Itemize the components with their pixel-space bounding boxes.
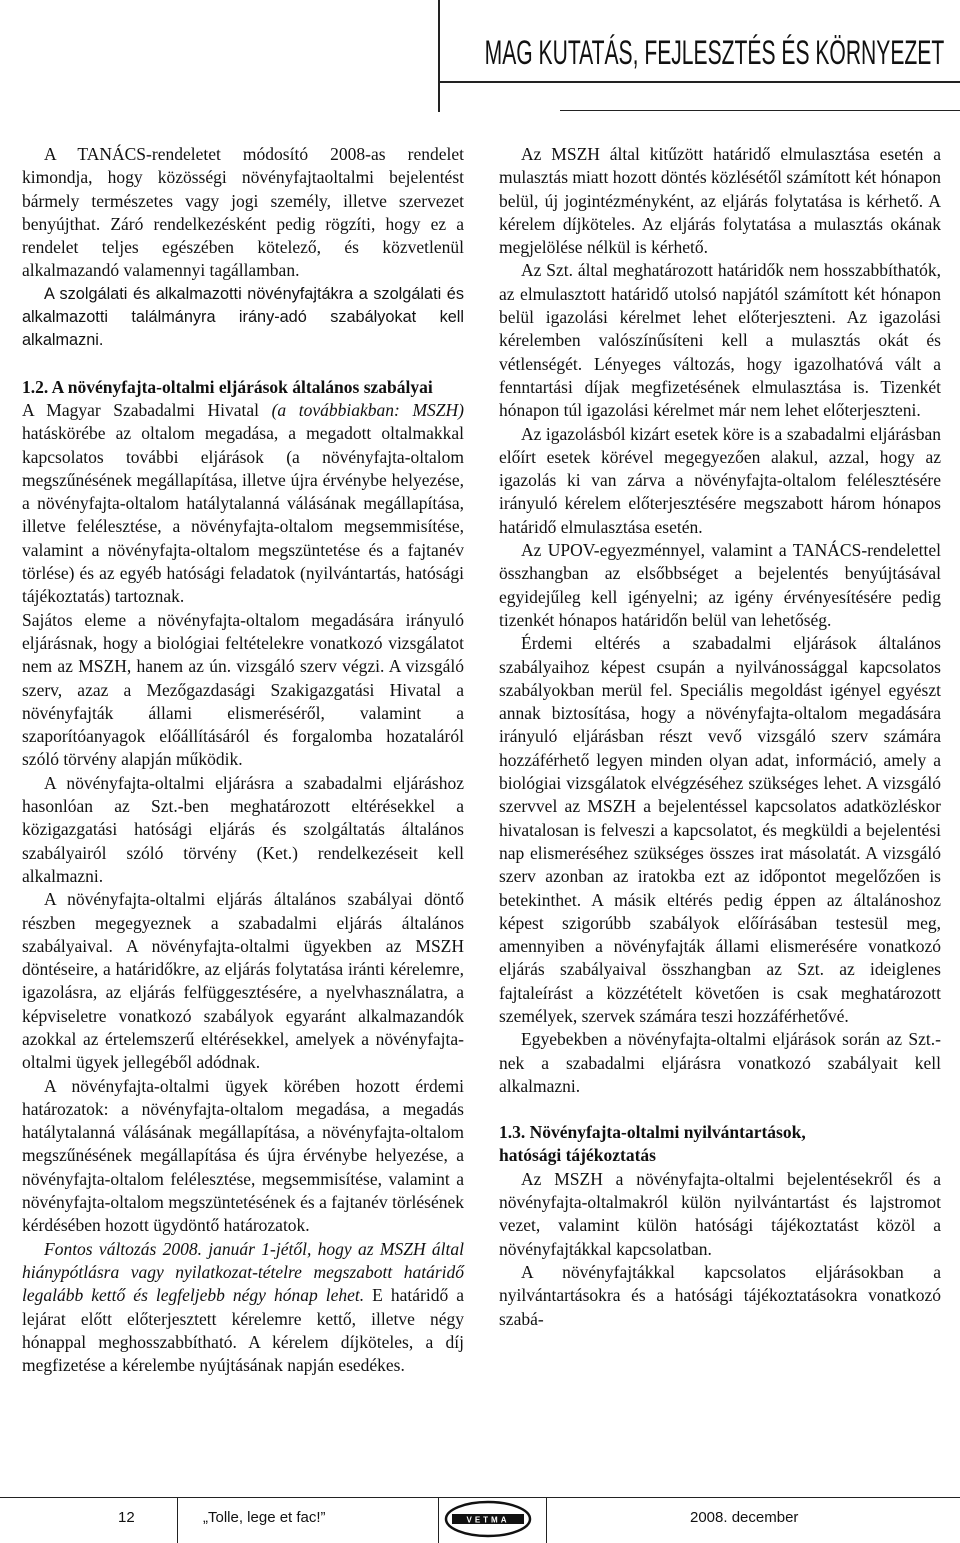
footer-motto: „Tolle, lege et fac!”	[203, 1509, 326, 1526]
left-paragraph-1: A TANÁCS-rendeletet módosító 2008-as rendelet kimondja, hogy közösségi növényfajtaoltalmi bejelentést bármely természetes vagy jogi személy, illetve szervezet benyújthat. Záró rendelkezésként pedig rögzíti, hogy ez a rendelet teljes egészében kötelező, és közvetlenül alkalmazandó valamennyi tagállamban.	[22, 144, 464, 281]
section-heading-1-2: 1.2. A növényfajta-oltalmi eljárások általános szabályai	[22, 376, 433, 397]
header-vertical-rule	[438, 0, 440, 112]
left-p3-a: A Magyar Szabadalmi Hivatal	[22, 399, 260, 420]
left-paragraph-6: A növényfajta-oltalmi eljárás általános szabályai döntő részben megegyeznek a szabadalmi eljárás általános szabályaival. A növényfajta-oltalmi ügyekben az MSZH döntéseire, a határidőkre, az eljárás folytatása iránti kérelemre, igazolásra, az eljárás felfüggesztésére, a nyelvhasználatra, a képviseletre vonatkozó szabályok egyaránt alkalmazandók azokkal az értelemszerű eltérésekkel, amelyek a növényfajta-oltalmi ügyek jellegéből adódnak.	[22, 889, 464, 1073]
left-paragraph-2: A szolgálati és alkalmazotti növényfajtákra a szolgálati és alkalmazotti találmányra irány-adó szabályokat kell alkalmazni.	[22, 284, 464, 350]
footer-divider-2	[438, 1497, 439, 1543]
header-rule-lower	[560, 110, 960, 111]
footer-rule	[0, 1497, 960, 1498]
right-column	[499, 143, 941, 1331]
section-heading-1-3	[499, 1121, 941, 1168]
vetma-logo	[444, 1500, 532, 1538]
section-heading-1-3-line2: hatósági tájékoztatás	[499, 1145, 656, 1166]
left-section-paragraph	[22, 376, 464, 609]
right-paragraph-5: Érdemi eltérés a szabadalmi eljárások általános szabályaihoz képest csupán a nyilvánossággal kapcsolatos szabályokban merül fel. Speciális megoldást igényel egyészt annak biztosítása, hogy a növényfajta-oltalom megadására irányuló eljárásban részt vevő vizsgáló szerv számára hozzáférhető legyen minden olyan adat, információ, amely a biológiai vizsgálatok elvégzéséhez szükséges lehet. A vizsgáló szervvel az MSZH a bejelentéssel kapcsolatos adatközléskor hivatalosan is felveszi a kapcsolatot, és megküldi a bejelentési nap elismeréséhez szükséges összes irat másolatát. A vizsgáló szerv azonban az iratokba ezt az időpontot megelőzően is betekinthet. A másik eltérés pedig éppen az általánoshoz képest szigorúbb szabályok előírásában testesül meg, amennyiben a növényfajták állami elismerésére vonatkozó eljárás szabályaival összhangban az Szt. az ideiglenes fajtaleírást a közzétételt követően is csak meghatározott személyek, szervek számára teszi hozzáférhetővé.	[499, 633, 941, 1026]
page-number: 12	[118, 1509, 135, 1526]
left-p8-em: Fontos változás 2008. január 1-jétől, hogy az MSZH által hiánypótlásra vagy nyilatkozat-tételre megszabott határidő legalább kettő és legfeljebb négy hónap lehet.	[22, 1238, 464, 1306]
footer-divider-1	[177, 1497, 178, 1543]
section-heading-1-3-line1: 1.3. Növényfajta-oltalmi nyilvántartások,	[499, 1122, 806, 1143]
left-paragraph-7: A növényfajta-oltalmi ügyek körében hozott érdemi határozatok: a növényfajta-oltalom megadása, a megadás hatálytalanná válásának megállapítása, a növényfajta-oltalom megszűnésének megállapítása és újra érvénybe helyezése, a növényfajta-oltalom felélesztése, megsemmisítése, valamint a növényfajta-oltalom megszüntetésének és a fajtanév törlésének kérdésében hozott ügydöntő határozatok.	[22, 1075, 464, 1236]
footer-divider-3	[546, 1497, 547, 1543]
left-column	[22, 143, 464, 1377]
right-paragraph-1: Az MSZH által kitűzött határidő elmulasztása esetén a mulasztás miatt hozott döntés közlésétől számított két hónapon belül, új jogintézményként, az eljárás folytatása is kérhető. A kérelem díjköteles. Az eljárás folytatása a mulasztás okának megjelölése nélkül is kérhető.	[499, 144, 941, 258]
right-paragraph-7: Az MSZH a növényfajta-oltalmi bejelentésekről és a növényfajta-oltalmakról külön nyilvántartást és lajstromot vezet, valamint külön hatósági tájékoztatást közöl a növényfajtákkal kapcsolatban.	[499, 1168, 941, 1259]
left-p3-b: hatáskörébe az oltalom megadása, a megadott oltalmakkal kapcsolatos további eljárások (a növényfajta-oltalom megszűnésének megállapítása, illetve újra érvénybe helyezése, a növényfajta-oltalom hatálytalanná válásának megállapítása, illetve felélesztése, a növényfajta-oltalom megsemmisítése, valamint a növényfajta-oltalom megszüntetése és a fajtanév törlése) és az egyéb hatósági feladatok (nyilvántartás, hatósági tájékoztatás) tartoznak.	[22, 423, 464, 607]
left-p3-em: (a továbbiakban: MSZH)	[271, 399, 464, 420]
header-title: MAG KUTATÁS, FEJLESZTÉS ÉS KÖRNYEZET	[484, 34, 944, 72]
left-paragraph-4: Sajátos eleme a növényfajta-oltalom megadására irányuló eljárásnak, hogy a biológiai feltételekre vonatkozó vizsgálatot nem az MSZH, hanem az ún. vizsgáló szerv végzi. A vizsgáló szerv, azaz a Mezőgazdasági Szakigazgatási Hivatal a növényfajták állami elismeréséről, valamint a szaporítóanyagok előállításáról és forgalomba hozataláról szóló törvény alapján működik.	[22, 609, 464, 770]
left-paragraph-5: A növényfajta-oltalmi eljárásra a szabadalmi eljáráshoz hasonlóan az Szt.-ben meghatározott eltérésekkel a közigazgatási hatósági eljárás és szolgáltatás általános szabályairól szóló törvény (Ket.) rendelkezéseit kell alkalmazni.	[22, 772, 464, 886]
vetma-logo-text: VETMA	[466, 1515, 510, 1525]
left-paragraph-8	[22, 1238, 464, 1378]
right-paragraph-2: Az Szt. által meghatározott határidők nem hosszabbíthatók, az elmulasztott határidő utolsó napjától számított két hónapon belül igazolási kérelmet lehet előterjeszteni. Az igazolási kérelemben valószínűsíteni kell a mulasztás okát és vétlenségét. Lényeges változás, hogy igazolhatóvá vált a fenntartási díjak megfizetésének elmulasztása is. Tizenkét hónapon túl igazolási kérelmet már nem lehet előterjeszteni.	[499, 260, 941, 421]
left-p8-b: E határidő a lejárat előtt előterjesztett kérelemre kettő, illetve négy hónappal meghosszabbítható. A kérelem díjköteles, a díj megfizetése a kérelembe nyújtásának napján esedékes.	[22, 1285, 465, 1376]
right-paragraph-3: Az igazolásból kizárt esetek köre is a szabadalmi eljárásban előírt esetek körével megegyezően alakul, azzal, hogy az igazolás ki van zárva a növényfajta-oltalom felélesztésére irányuló kérelem előterjesztésére megszabott három hónapos határidő elmulasztása esetén.	[499, 423, 941, 537]
right-paragraph-4: Az UPOV-egyezménnyel, valamint a TANÁCS-rendelettel összhangban az elsőbbséget a bejelentés benyújtásával egyidejűleg kell igényelni; az igény érvényesítésére pedig tizenkét hónapos határidőn belül van lehetőség.	[499, 540, 941, 630]
footer-date: 2008. december	[690, 1509, 799, 1526]
header-rule	[438, 81, 960, 83]
right-paragraph-6: Egyebekben a növényfajta-oltalmi eljárások során az Szt.-nek a szabadalmi eljárásra vonatkozó szabályait kell alkalmazni.	[499, 1029, 941, 1096]
right-paragraph-8: A növényfajtákkal kapcsolatos eljárásokban a nyilvántartásokra és a hatósági tájékoztatásokra vonatkozó szabá-	[499, 1261, 941, 1329]
